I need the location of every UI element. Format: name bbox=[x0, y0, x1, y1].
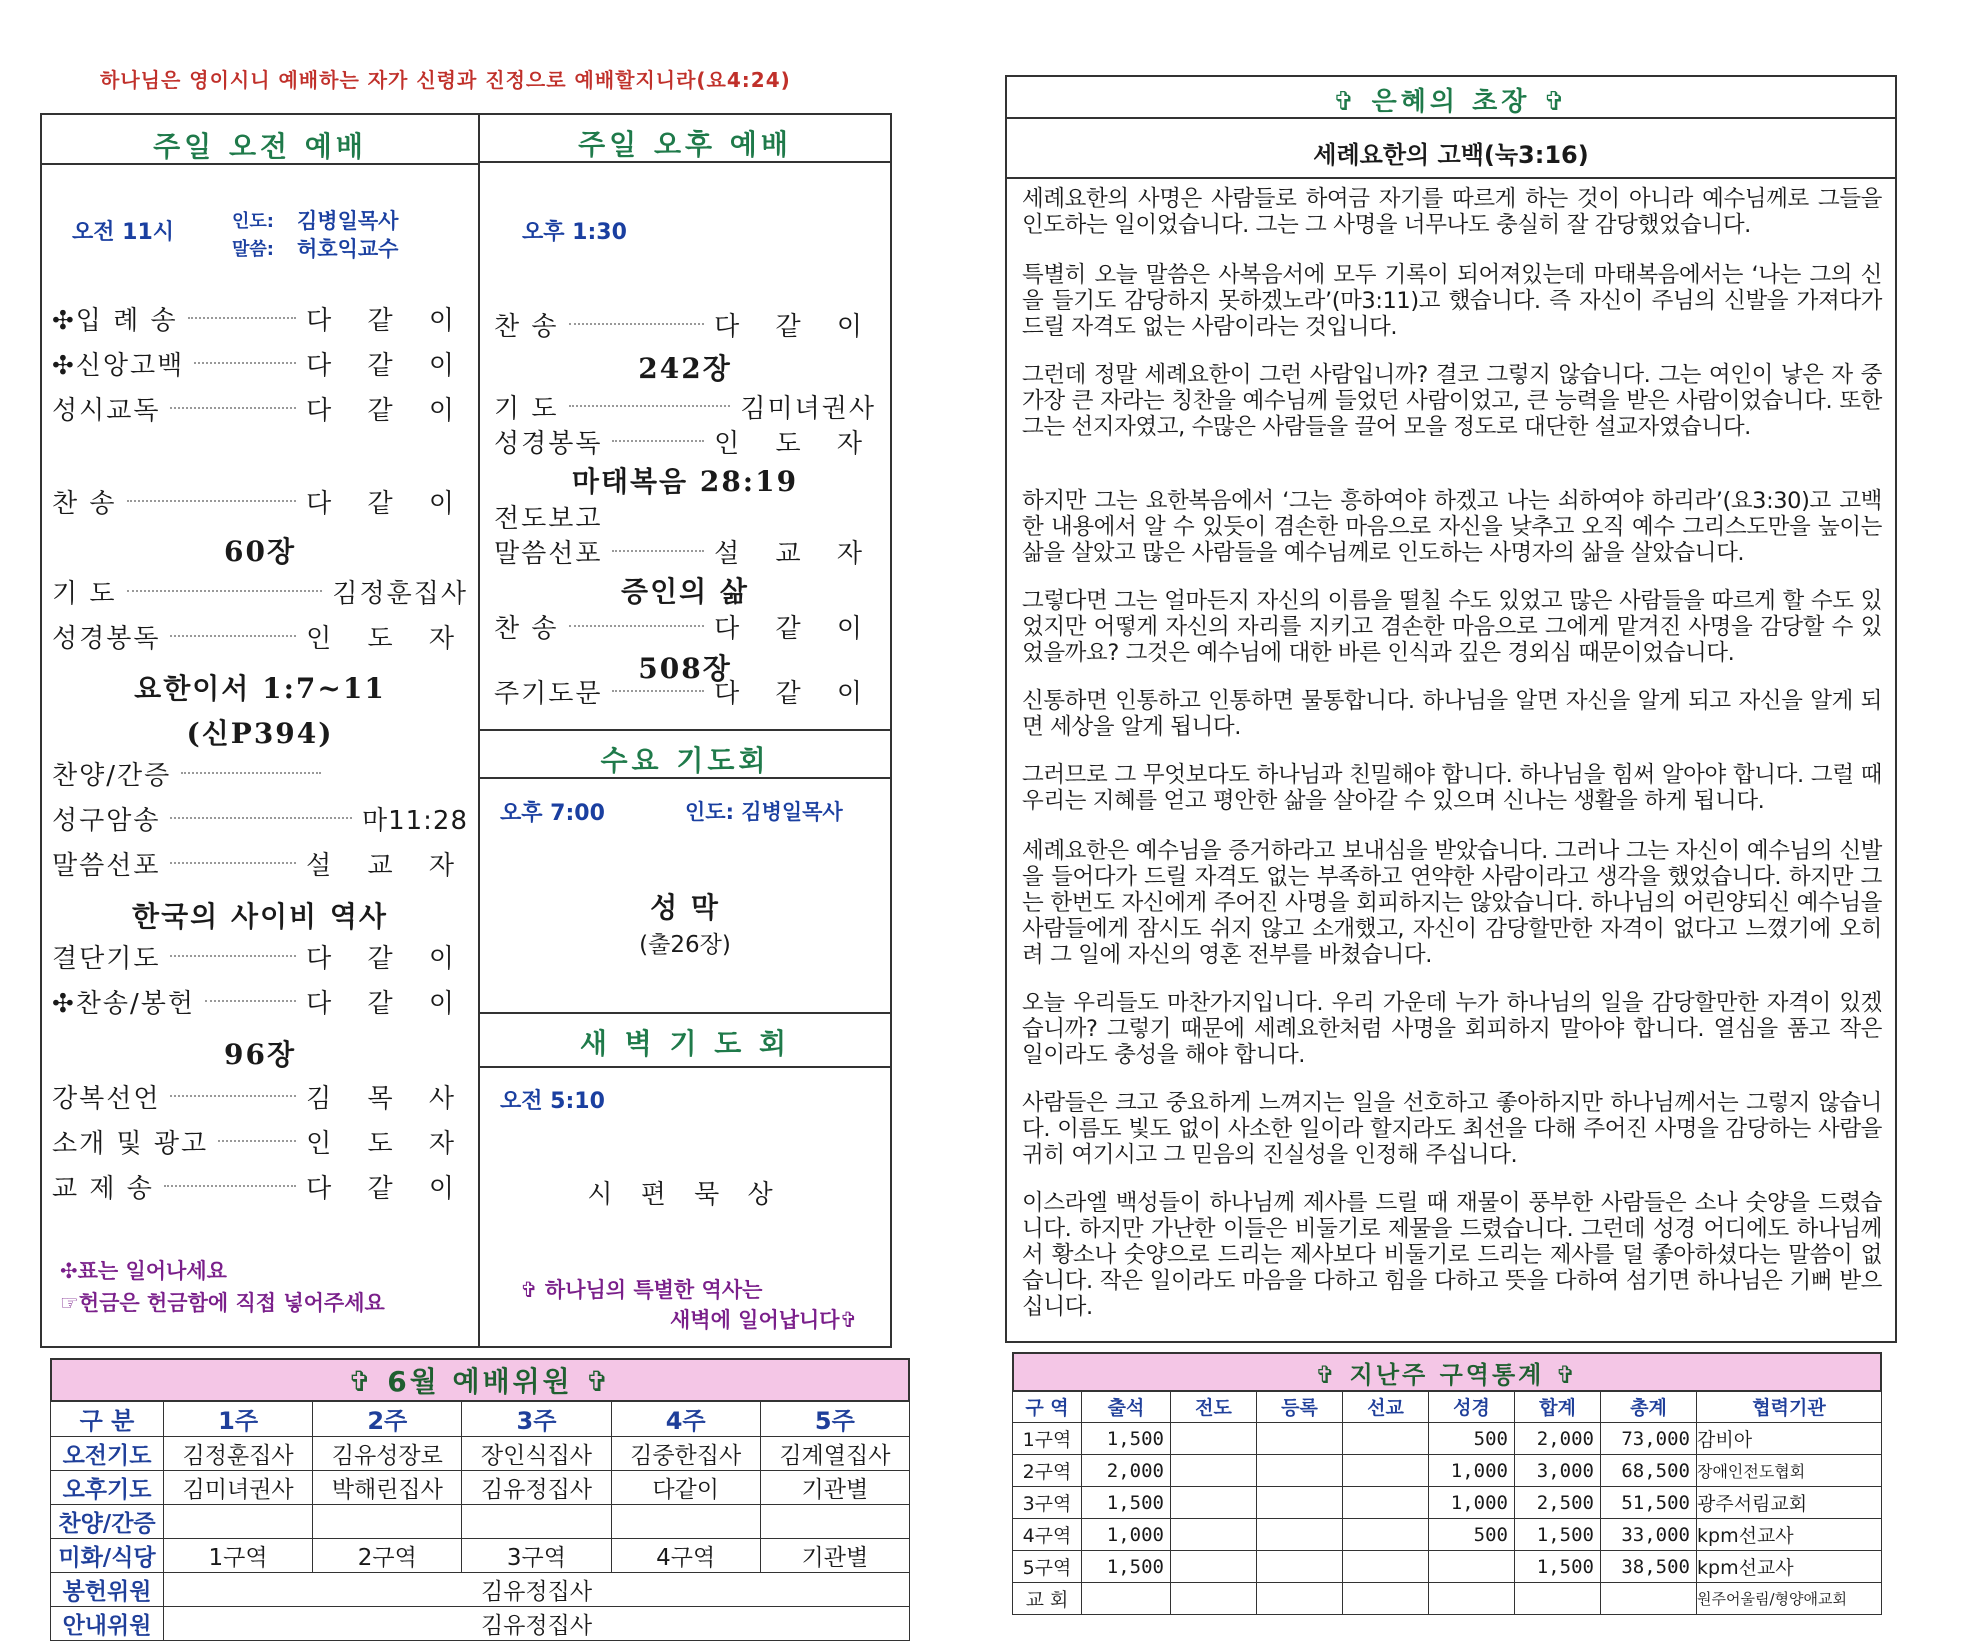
morning-hymn1: 60장 bbox=[223, 535, 296, 568]
grace-paragraph: 이스라엘 백성들이 하나님께 제사를 드릴 때 재물이 풍부한 사람들은 소나 숫양을 드렸습니다. 하지만 가난한 이들은 비둘기로 제물을 드렸습니다. 그런데 성경 어디에도 하나님께서 황소나 숫양으로 드리는 제사보다 비둘기로 드리는 제사를 덜 좋아하셨다는 말씀이 없습니다. 작은 일이라도 마음을 다하고 힘을 다하고 뜻을 다하여 섬기면 하나님은 기뻐 받으십니다. bbox=[1022, 1190, 1882, 1320]
table-row: 5구역 1,500 1,500 38,500 kpm선교사 bbox=[1013, 1551, 1882, 1583]
table-row: 안내위원 김유정집사 bbox=[51, 1607, 910, 1641]
afternoon-title: 주일 오후 예배 bbox=[578, 128, 792, 161]
morning-lead-name: 김병일목사 bbox=[297, 209, 399, 233]
morning-item: 강복선언 김 목 사 bbox=[52, 1083, 468, 1114]
morning-lead-label: 인도: bbox=[232, 211, 274, 232]
morning-scripture-page: (신P394) bbox=[186, 717, 334, 750]
morning-sermon-title: 한국의 사이비 역사 bbox=[132, 900, 388, 933]
table-row: 2구역 2,000 1,000 3,000 68,500 장애인전도협회 bbox=[1013, 1455, 1882, 1487]
morning-item: 교 제 송 다 같 이 bbox=[52, 1173, 468, 1204]
morning-item: ✣입 례 송 다 같 이 bbox=[52, 305, 468, 336]
grace-paragraph: 그런데 정말 세례요한이 그런 사람입니까? 결코 그렇지 않습니다. 그는 여인이 낳은 자 중 가장 큰 자라는 칭찬을 예수님께 들었던 사람이었고, 큰 능력을 받은 사람이었습니다. 또한 그는 선지자였고, 수많은 사람들을 끌어 모을 정도로 대단한 설교자였습니다. bbox=[1022, 362, 1882, 440]
grace-paragraph: 사람들은 크고 중요하게 느껴지는 일을 선호하고 좋아하지만 하나님께서는 그렇지 않습니다. 이름도 빛도 없이 사소한 일이라 할지라도 최선을 다해 주어진 사명을 감당하는 사람을 귀히 여기시고 그 믿음의 진실성을 인정해 주십니다. bbox=[1022, 1090, 1882, 1168]
wednesday-time: 오후 7:00 bbox=[500, 801, 605, 826]
afternoon-time: 오후 1:30 bbox=[522, 220, 627, 245]
wednesday-box bbox=[478, 729, 892, 1014]
morning-item: 기 도 김정훈집사 bbox=[52, 578, 468, 609]
morning-time: 오전 11시 bbox=[72, 220, 175, 245]
afternoon-hymn2: 508장 bbox=[638, 652, 732, 685]
grace-paragraph: 그러므로 그 무엇보다도 하나님과 친밀해야 합니다. 하나님을 힘써 알아야 합니다. 그럴 때 우리는 지혜를 얻고 평안한 삶을 살아갈 수 있으며 신나는 생활을 하게 됩니다. bbox=[1022, 762, 1882, 814]
morning-sermon-label: 말씀: bbox=[232, 239, 274, 260]
banner: 하나님은 영이시니 예배하는 자가 신령과 진정으로 예배할지니라(요4:24) bbox=[100, 68, 791, 92]
morning-title: 주일 오전 예배 bbox=[153, 130, 367, 163]
morning-item: 성시교독 다 같 이 bbox=[52, 395, 468, 426]
dawn-time: 오전 5:10 bbox=[500, 1089, 605, 1114]
dawn-box bbox=[478, 1012, 892, 1348]
morning-item: 소개 및 광고 인 도 자 bbox=[52, 1128, 468, 1159]
dawn-footer-line1: ✞ 하나님의 특별한 역사는 bbox=[520, 1278, 763, 1302]
grace-paragraph: 세례요한의 사명은 사람들로 하여금 자기를 따르게 하는 것이 아니라 예수님께로 그들을 인도하는 일이었습니다. 그는 그 사명을 너무나도 충실히 잘 감당했었습니다. bbox=[1022, 186, 1882, 238]
morning-item: 결단기도 다 같 이 bbox=[52, 943, 468, 974]
stats-table bbox=[1012, 1390, 1882, 1615]
table-row: 구 분 1주 2주 3주 4주 5주 bbox=[51, 1401, 910, 1437]
afternoon-service-box bbox=[478, 113, 892, 731]
stats-title: ✞ 지난주 구역통계 ✞ bbox=[1012, 1352, 1882, 1392]
table-row: 찬양/간증 bbox=[51, 1505, 910, 1539]
table-row: 구 역 출석 전도 등록 선교 성경 합계 총계 협력기관 bbox=[1013, 1391, 1882, 1423]
afternoon-scripture: 마태복음 28:19 bbox=[571, 465, 799, 498]
table-row: 오전기도 김정훈집사 김유성장로 장인식집사 김중한집사 김계열집사 bbox=[51, 1437, 910, 1471]
afternoon-item: 주기도문 다 같 이 bbox=[494, 678, 876, 709]
table-row: 봉헌위원 김유정집사 bbox=[51, 1573, 910, 1607]
table-row: 1구역 1,500 500 2,000 73,000 감비아 bbox=[1013, 1423, 1882, 1455]
june-title: ✞ 6월 예배위원 ✞ bbox=[50, 1358, 910, 1402]
afternoon-item: 찬 송 다 같 이 bbox=[494, 613, 876, 644]
morning-item: ✣신앙고백 다 같 이 bbox=[52, 350, 468, 381]
afternoon-item: 말씀선포 설 교 자 bbox=[494, 538, 876, 569]
table-row: 교 회 원주어울림/형양애교회 bbox=[1013, 1583, 1882, 1615]
afternoon-hymn1: 242장 bbox=[638, 352, 732, 385]
dawn-content: 시 편 묵 상 bbox=[587, 1180, 783, 1210]
june-table bbox=[50, 1400, 910, 1641]
morning-note-stand: ✣표는 일어나세요 bbox=[60, 1259, 227, 1283]
dawn-title: 새 벽 기 도 회 bbox=[579, 1027, 791, 1060]
dawn-footer-line2: 새벽에 일어납니다✞ bbox=[670, 1308, 858, 1332]
afternoon-sermon-title: 증인의 삶 bbox=[621, 575, 749, 608]
morning-hymn2: 96장 bbox=[223, 1038, 296, 1071]
grace-paragraph: 세례요한은 예수님을 증거하라고 보내심을 받았습니다. 그러나 그는 자신이 예수님의 신발을 들어다가 드릴 자격도 없는 부족하고 연약한 사람이라고 생각을 했었습니다. 하지만 그는 한번도 자신에게 주어진 사명을 회피하지는 않았습니다. 하나님의 어린양되신 예수님을 사람들에게 잠시도 쉬지 않고 소개했고, 자신이 감당할만한 자격이 없다고 느꼈기에 오히려 그 일에 자신의 영혼 전부를 바쳤습니다. bbox=[1022, 838, 1882, 968]
afternoon-item: 찬 송 다 같 이 bbox=[494, 311, 876, 342]
table-row: 4구역 1,000 500 1,500 33,000 kpm선교사 bbox=[1013, 1519, 1882, 1551]
grace-paragraph: 특별히 오늘 말씀은 사복음서에 모두 기록이 되어져있는데 마태복음에서는 ‘나는 그의 신을 들기도 감당하지 못하겠노라’(마3:11)고 했습니다. 즉 자신이 주님의 신발을 가져다가 드릴 자격도 없는 사람이라는 것입니다. bbox=[1022, 262, 1882, 340]
morning-service-box bbox=[40, 113, 480, 1348]
table-row: 오후기도 김미녀권사 박해린집사 김유정집사 다같이 기관별 bbox=[51, 1471, 910, 1505]
grace-title: ✞ 은혜의 초장 ✞ bbox=[1332, 87, 1570, 117]
wednesday-ref: (출26장) bbox=[639, 932, 731, 958]
afternoon-item: 기 도 김미녀권사 bbox=[494, 393, 876, 424]
afternoon-item: 전도보고 bbox=[494, 503, 603, 534]
grace-paragraph: 오늘 우리들도 마찬가지입니다. 우리 가운데 누가 하나님의 일을 감당할만한 자격이 있겠습니까? 그렇기 때문에 세례요한처럼 사명을 회피하지 말아야 합니다. 열심을 품고 작은 일이라도 충성을 해야 합니다. bbox=[1022, 990, 1882, 1068]
morning-item: 찬 송 다 같 이 bbox=[52, 488, 468, 519]
table-row: 3구역 1,500 1,000 2,500 51,500 광주서림교회 bbox=[1013, 1487, 1882, 1519]
wednesday-title: 수요 기도회 bbox=[600, 744, 770, 777]
afternoon-item: 성경봉독 인 도 자 bbox=[494, 428, 876, 459]
morning-scripture: 요한이서 1:7~11 bbox=[134, 672, 386, 705]
morning-item: 말씀선포 설 교 자 bbox=[52, 850, 468, 881]
table-row: 미화/식당 1구역 2구역 3구역 4구역 기관별 bbox=[51, 1539, 910, 1573]
grace-paragraph: 그렇다면 그는 얼마든지 자신의 이름을 떨칠 수도 있었고 많은 사람들을 따르게 할 수도 있었지만 어떻게 자신의 자리를 지키고 겸손한 마음으로 그에게 맡겨진 사명을 감당할 수 있었을까요? 그것은 예수님에 대한 바른 인식과 깊은 경외심 때문이었습니다. bbox=[1022, 588, 1882, 666]
wednesday-lead: 인도: 김병일목사 bbox=[685, 800, 843, 824]
wednesday-sermon-title: 성 막 bbox=[650, 891, 720, 924]
grace-paragraph: 신통하면 인통하고 인통하면 물통합니다. 하나님을 알면 자신을 알게 되고 자신을 알게 되면 세상을 알게 됩니다. bbox=[1022, 688, 1882, 740]
morning-item: ✣찬송/봉헌 다 같 이 bbox=[52, 988, 468, 1019]
grace-subtitle: 세례요한의 고백(눅3:16) bbox=[1313, 141, 1589, 169]
morning-note-offering: ☞헌금은 헌금함에 직접 넣어주세요 bbox=[60, 1291, 385, 1315]
morning-item: 성경봉독 인 도 자 bbox=[52, 623, 468, 654]
morning-item: 찬양/간증 bbox=[52, 752, 468, 794]
morning-item: 성구암송 마11:28 bbox=[52, 805, 468, 836]
grace-paragraph: 하지만 그는 요한복음에서 ‘그는 흥하여야 하겠고 나는 쇠하여야 하리라’(요3:30)고 고백한 내용에서 알 수 있듯이 겸손한 마음으로 자신을 낮추고 오직 예수 그리스도만을 높이는 삶을 살았고 많은 사람들을 예수님께로 인도하는 사명자의 삶을 살았습니다. bbox=[1022, 488, 1882, 566]
morning-sermon-name: 허호익교수 bbox=[297, 237, 399, 261]
